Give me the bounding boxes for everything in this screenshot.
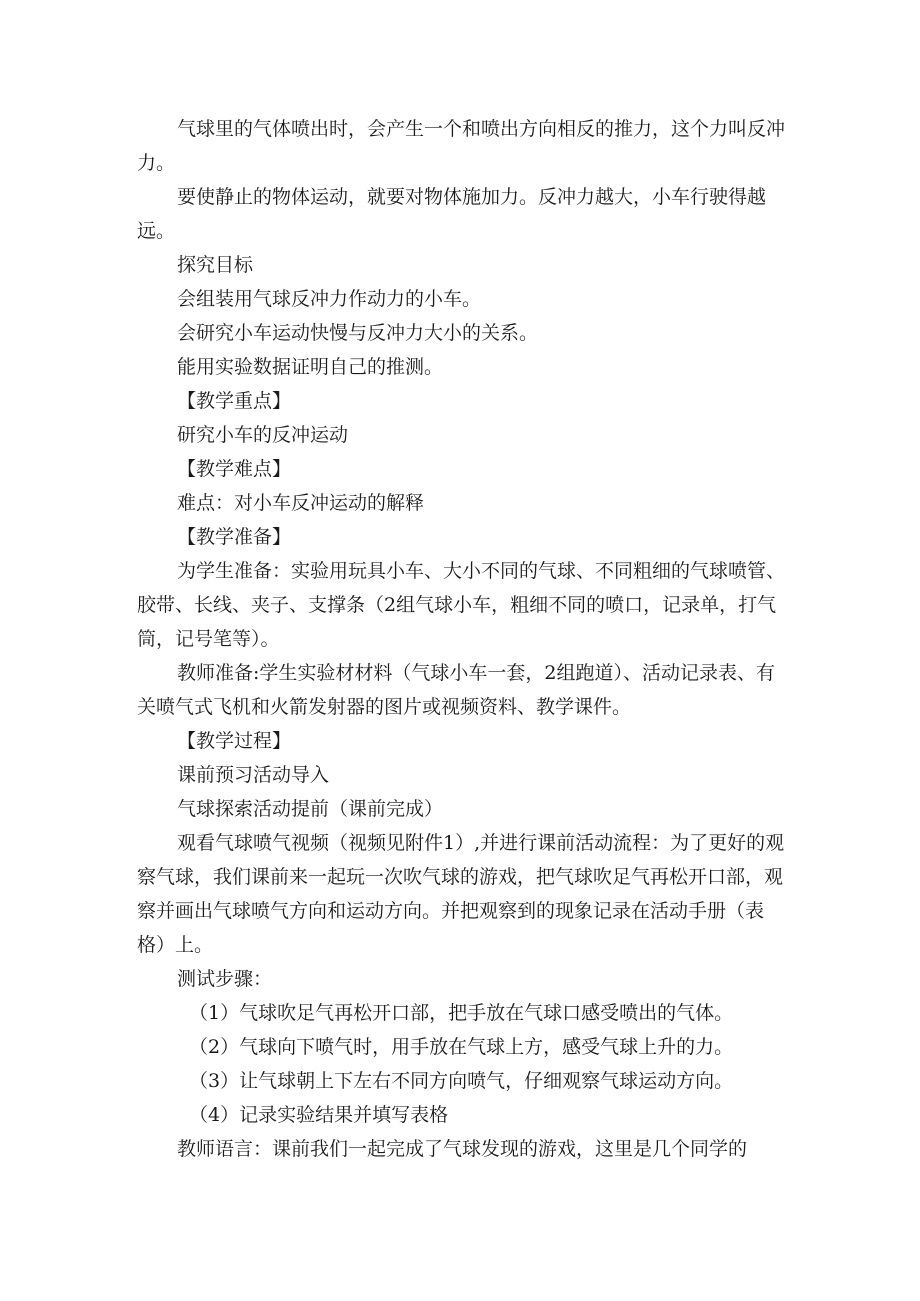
document-page — [137, 112, 787, 1166]
paragraph-teacher-preparation: 教师准备:学生实验材材料（气球小车一套，2组跑道）、活动记录表、有关喷气式飞机和火箭发射器的图片或视频资料、教学课件。 — [137, 662, 775, 718]
paragraph-test-steps-title: 测试步骤： — [177, 968, 273, 990]
list-item-step-1: （1）气球吹足气再松开口部，把手放在气球口感受喷出的气体。 — [189, 1002, 734, 1024]
heading-preparation: 【教学准备】 — [177, 526, 292, 548]
heading-teaching-process: 【教学过程】 — [177, 730, 292, 752]
paragraph-key-point: 研究小车的反冲运动 — [177, 424, 349, 446]
paragraph-objective-1: 会组装用气球反冲力作动力的小车。 — [177, 288, 482, 310]
paragraph-preview-intro: 课前预习活动导入 — [177, 764, 330, 786]
list-item-step-2: （2）气球向下喷气时，用手放在气球上方，感受气球上升的力。 — [189, 1036, 734, 1058]
heading-key-points: 【教学重点】 — [177, 390, 292, 412]
paragraph-force-motion: 要使静止的物体运动，就要对物体施加力。反冲力越大，小车行驶得越远。 — [137, 186, 767, 242]
paragraph-reaction-force-definition: 气球里的气体喷出时，会产生一个和喷出方向相反的推力，这个力叫反冲力。 — [137, 118, 786, 174]
paragraph-balloon-activity: 气球探索活动提前（课前完成） — [177, 798, 444, 820]
paragraph-teacher-language: 教师语言：课前我们一起完成了气球发现的游戏，这里是几个同学的 — [177, 1138, 748, 1160]
paragraph-objective-2: 会研究小车运动快慢与反冲力大小的关系。 — [177, 322, 539, 344]
list-item-step-4: （4）记录实验结果并填写表格 — [189, 1104, 449, 1126]
heading-difficulties: 【教学难点】 — [177, 458, 292, 480]
paragraph-video-activity: 观看气球喷气视频（视频见附件1）,并进行课前活动流程：为了更好的观察气球，我们课前来一起玩一次吹气球的游戏，把气球吹足气再松开口部，观察并画出气球喷气方向和运动方向。并把观察到的现象记录在活动手册（表格）上。 — [137, 832, 785, 956]
paragraph-difficulty: 难点：对小车反冲运动的解释 — [177, 492, 425, 514]
paragraph-student-preparation: 为学生准备：实验用玩具小车、大小不同的气球、不同粗细的气球喷管、胶带、长线、夹子、支撑条（2组气球小车，粗细不同的喷口，记录单，打气筒，记号笔等）。 — [137, 560, 786, 650]
paragraph-objectives-title: 探究目标 — [177, 254, 254, 276]
list-item-step-3: （3）让气球朝上下左右不同方向喷气，仔细观察气球运动方向。 — [189, 1070, 734, 1092]
paragraph-objective-3: 能用实验数据证明自己的推测。 — [177, 356, 444, 378]
